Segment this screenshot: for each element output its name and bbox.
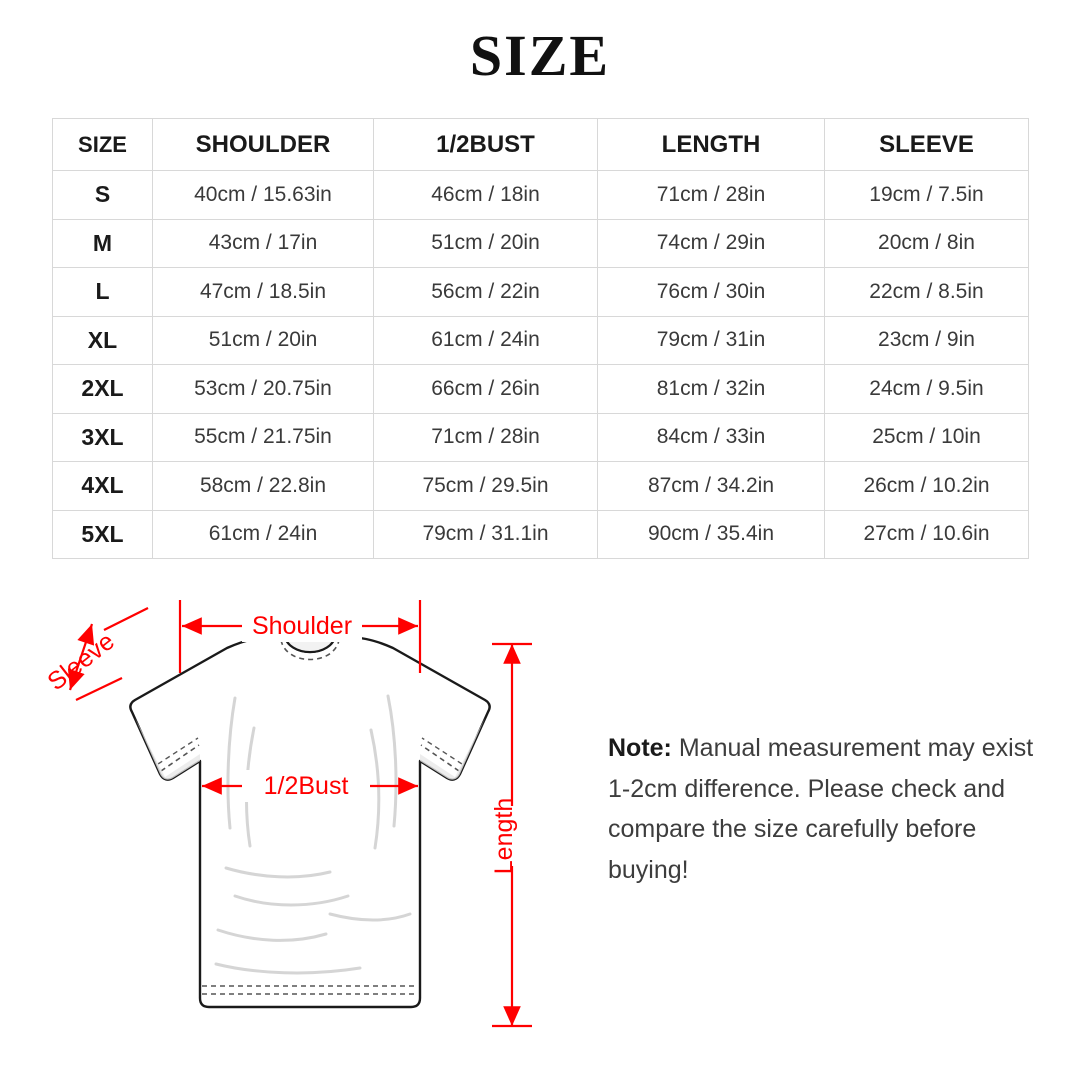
cell-length: 87cm / 34.2in <box>598 462 825 511</box>
table-row <box>53 316 1029 365</box>
cell-sleeve: 27cm / 10.6in <box>825 510 1029 559</box>
cell-length: 71cm / 28in <box>598 171 825 220</box>
cell-sleeve: 20cm / 8in <box>825 219 1029 268</box>
cell-shoulder: 55cm / 21.75in <box>153 413 374 462</box>
table-row <box>53 268 1029 317</box>
cell-sleeve: 23cm / 9in <box>825 316 1029 365</box>
cell-length: 90cm / 35.4in <box>598 510 825 559</box>
cell-length: 84cm / 33in <box>598 413 825 462</box>
cell-size: 3XL <box>53 413 153 462</box>
cell-bust: 61cm / 24in <box>374 316 598 365</box>
cell-size: S <box>53 171 153 220</box>
column-header-shoulder: SHOULDER <box>153 119 374 171</box>
cell-sleeve: 19cm / 7.5in <box>825 171 1029 220</box>
cell-bust: 56cm / 22in <box>374 268 598 317</box>
cell-bust: 75cm / 29.5in <box>374 462 598 511</box>
cell-bust: 71cm / 28in <box>374 413 598 462</box>
cell-size: 5XL <box>53 510 153 559</box>
label-bust: 1/2Bust <box>263 772 349 800</box>
cell-size: L <box>53 268 153 317</box>
page-title: SIZE <box>469 23 611 88</box>
label-shoulder: Shoulder <box>251 612 353 640</box>
cell-length: 74cm / 29in <box>598 219 825 268</box>
table-row <box>53 413 1029 462</box>
label-length: Length <box>490 797 518 875</box>
cell-sleeve: 24cm / 9.5in <box>825 365 1029 414</box>
cell-sleeve: 25cm / 10in <box>825 413 1029 462</box>
label-sleeve: Sleeve <box>42 627 120 697</box>
cell-shoulder: 40cm / 15.63in <box>153 171 374 220</box>
column-header-size: SIZE <box>53 119 153 171</box>
cell-bust: 79cm / 31.1in <box>374 510 598 559</box>
table-row <box>53 510 1029 559</box>
note-text <box>608 728 1038 890</box>
table-row <box>53 462 1029 511</box>
cell-size: M <box>53 219 153 268</box>
cell-size: XL <box>53 316 153 365</box>
cell-length: 81cm / 32in <box>598 365 825 414</box>
cell-shoulder: 51cm / 20in <box>153 316 374 365</box>
length-measure <box>490 644 534 1026</box>
column-header-length: LENGTH <box>598 119 825 171</box>
tshirt-illustration <box>30 578 610 1078</box>
column-header-sleeve: SLEEVE <box>825 119 1029 171</box>
cell-bust: 46cm / 18in <box>374 171 598 220</box>
size-table <box>52 118 1029 559</box>
cell-size: 2XL <box>53 365 153 414</box>
table-header-row <box>53 119 1029 171</box>
table-row <box>53 171 1029 220</box>
column-header-bust: 1/2BUST <box>374 119 598 171</box>
cell-bust: 51cm / 20in <box>374 219 598 268</box>
cell-sleeve: 22cm / 8.5in <box>825 268 1029 317</box>
cell-shoulder: 61cm / 24in <box>153 510 374 559</box>
cell-length: 76cm / 30in <box>598 268 825 317</box>
sleeve-measure <box>42 608 148 700</box>
tshirt-outline <box>130 628 489 1007</box>
table-row <box>53 219 1029 268</box>
cell-bust: 66cm / 26in <box>374 365 598 414</box>
cell-size: 4XL <box>53 462 153 511</box>
note-label: Note: <box>608 734 672 762</box>
cell-shoulder: 47cm / 18.5in <box>153 268 374 317</box>
note-body: Manual measurement may exist 1-2cm difference. Please check and compare the size carefully before buying! <box>608 734 1034 884</box>
cell-shoulder: 53cm / 20.75in <box>153 365 374 414</box>
table-row <box>53 365 1029 414</box>
cell-shoulder: 43cm / 17in <box>153 219 374 268</box>
cell-length: 79cm / 31in <box>598 316 825 365</box>
cell-shoulder: 58cm / 22.8in <box>153 462 374 511</box>
cell-sleeve: 26cm / 10.2in <box>825 462 1029 511</box>
